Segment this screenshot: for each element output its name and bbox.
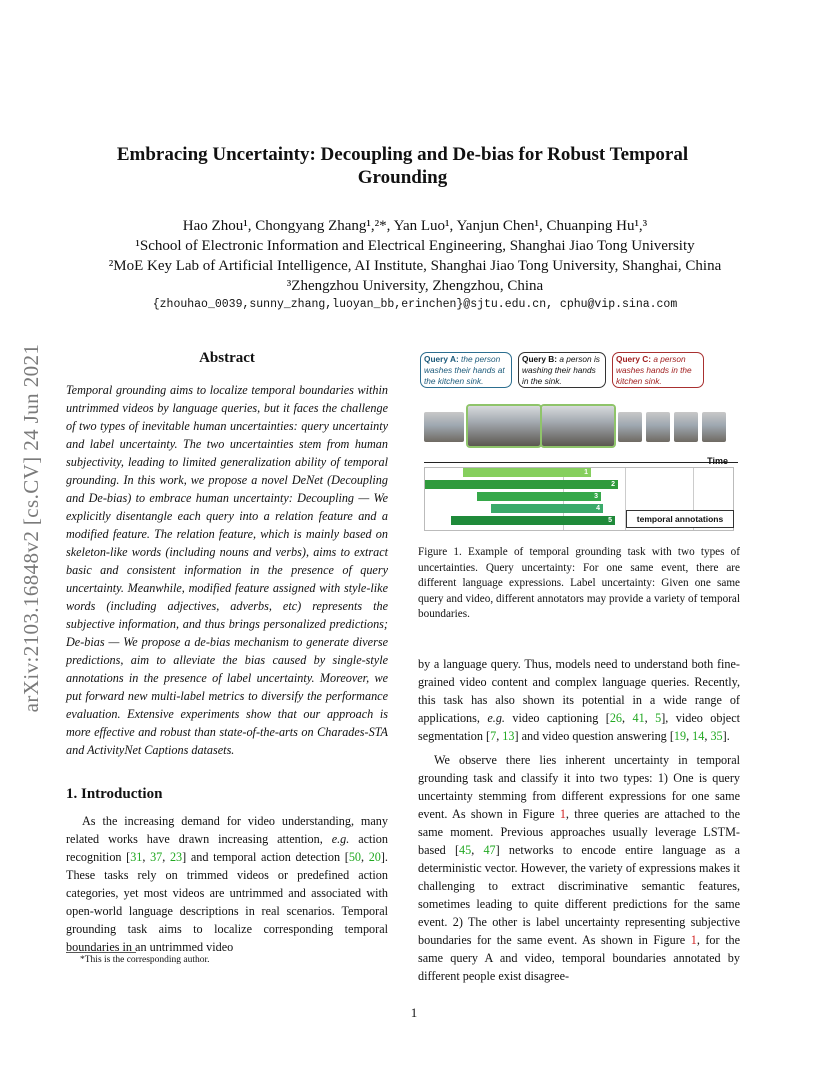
citation-link[interactable]: 7 [490,729,497,743]
citation-link[interactable]: 35 [710,729,723,743]
figure-ref-link[interactable]: 1 [690,933,697,947]
author-emails: {zhouhao_0039,sunny_zhang,luoyan_bb,erinchen}@sjtu.edu.cn, cphu@vip.sina.com [152,298,678,311]
right-column-body [418,655,740,985]
intro-eg: e.g. [331,832,350,846]
citation-link[interactable]: 14 [692,729,705,743]
video-frame-highlight [468,406,540,446]
query-a-bubble [420,352,512,388]
affiliation-3: ³Zhengzhou University, Zhengzhou, China [286,278,544,294]
arxiv-side-stamp: arXiv:2103.16848v2 [cs.CV] 24 Jun 2021 [19,343,43,713]
citation-link[interactable]: 13 [502,729,515,743]
citation-link[interactable]: 26 [609,711,622,725]
affiliation-2: ²MoE Key Lab of Artificial Intelligence, AI Institute, Shanghai Jiao Tong University, Shanghai, China [108,258,722,274]
query-c-text: a person washes hands in the kitchen sink. [616,354,692,386]
citation-link[interactable]: 31 [130,850,143,864]
author-names: Hao Zhou¹, Chongyang Zhang¹,²*, Yan Luo¹, Yanjun Chen¹, Chuanping Hu¹,³ [182,218,648,234]
time-axis [424,462,738,463]
figure-caption: Figure 1. Example of temporal grounding task with two types of uncertainties. Query uncertainty: For one same event, there are different language expressions. Label uncertainty: Given one same query and video, different annotators may provide a variety of temporal boundaries. [418,546,740,620]
paper-title [90,143,715,189]
intro-text: As the increasing demand for video understanding, many related works have drawn increasing attention, [66,814,388,846]
intro-paragraph: As the increasing demand for video understanding, many related works have drawn increasing attention, e.g. action recognition [31, 37, 23] and temporal action detection [50, 20]. These tasks rely on trimmed videos or predefined action categories, yet most videos are untrimmed and associated with open-world language descriptions in real scenarios. Temporal grounding task aims to localize corresponding temporal boundaries in an untrimmed video [66,814,388,954]
title-line-1: Embracing Uncertainty: Decoupling and De-bias for Robust Temporal [116,144,689,165]
citation-link[interactable]: 41 [632,711,645,725]
citation-link[interactable]: 45 [459,843,472,857]
col2-text: ], video object segmentation [ [418,711,741,743]
query-a-text: the person washes their hands at the kitchen sink. [424,354,505,386]
query-c-bubble [612,352,704,388]
intro-text: ]. These tasks rely on trimmed videos or predefined action categories, yet most videos are untrimmed and associated with open-world language descriptions in real scenarios. Temporal grounding task aims to localize corresponding temporal boundaries in an untrimmed video [66,850,388,954]
query-b-bubble [518,352,606,388]
citation-link[interactable]: 47 [483,843,496,857]
video-frame [702,412,726,442]
figure-1 [420,350,738,532]
video-frame [618,412,642,442]
col2-text: video captioning [ [504,711,610,725]
col2-text: by a language query. Thus, models need to understand both fine-grained video content and complex language queries. Recently, this task has also shown its potential in a wide range of applications, [418,657,740,725]
annotation-bar-1: 1 [463,468,591,477]
temporal-annotations-label: temporal annotations [626,510,734,528]
abstract-heading: Abstract [199,350,255,366]
annotation-bar-4: 4 [491,504,603,513]
col2-paragraph-2: We observe there lies inherent uncertainty in temporal grounding task and classify it into two types: 1) One is query uncertainty stemming from different expressions for one same event. As shown in Figure 1, three queries are attached to the same moment. Previous approaches usually leverage LSTM-based [45, 47] networks to encode entire language as a deterministic vector. However, the variety of expressions makes it challenging to extract discriminative semantic features, sometimes leading to quite different predictions for the same event. 2) The other is label uncertainty representing subjective boundaries for the same event. As shown in Figure 1, for the same query A and video, temporal boundaries annotated by different people exist disagree- [418,753,741,983]
citation-link[interactable]: 20 [368,850,381,864]
video-frame-strip [424,406,738,446]
author-block [60,216,770,296]
query-c-label: Query C: [616,354,652,364]
citation-link[interactable]: 23 [169,850,183,864]
intro-text: ] and temporal action detection [ [182,850,349,864]
query-b-label: Query B: [522,354,558,364]
video-frame [646,412,670,442]
figure-ref-link[interactable]: 1 [559,807,566,821]
annotation-bar-2: 2 [425,480,618,489]
col2-text: ] and video question answering [ [514,729,674,743]
citation-link[interactable]: 50 [348,850,361,864]
video-frame [438,412,464,442]
citation-link[interactable]: 37 [150,850,163,864]
citation-link[interactable]: 5 [655,711,662,725]
citation-link[interactable]: 19 [673,729,687,743]
annotation-bar-3: 3 [477,492,601,501]
query-b-text: a person is washing their hands in the sink. [522,354,600,386]
title-line-2: Grounding [357,167,448,188]
abstract-body: Temporal grounding aims to localize temporal boundaries within untrimmed videos by language queries, but it faces the challenge of two types of inevitable human uncertainties: query uncertainty and label uncertainty. The two uncertainties stem from human subjectivity, leading to limited generalization ability of temporal grounding. In this work, we propose a novel DeNet (Decoupling and De-bias) to embrace human uncertainty: Decoupling — We explicitly disentangle each query into a relation feature and a modified feature. The relation feature, which is mainly based on skeleton-like words (including nouns and verbs), aims to extract basic and consistent information in the presence of query uncertainty. Meanwhile, modified feature assigned with style-like words (including adjectives, adverbs, etc) represents the subjective information, and thus brings personalized predictions; De-bias — We propose a de-bias mechanism to generate diverse predictions, aim to alleviate the bias caused by single-style annotations in the presence of label uncertainty. Moreover, we put forward new multi-label metrics to diversify the performance evaluation. Extensive experiments show that our approach is more effective and robust than state-of-the-arts on Charades-STA and ActivityNet Captions datasets. [66,383,388,757]
page-number: 1 [410,1005,418,1020]
intro-text: action recognition [ [66,832,388,864]
annotation-bar-5: 5 [451,516,615,525]
col2-text: , for the same query A and video, temporal boundaries annotated by different people exist disagree- [418,933,740,983]
col2-paragraph-1: by a language query. Thus, models need to understand both fine-grained video content and complex language queries. Recently, this task has also shown its potential in a wide range of applications, e.g. video captioning [26, 41, 5], video object segmentation [7, 13] and video question answering [19, 14, 35]. [418,657,741,743]
query-a-label: Query A: [424,354,459,364]
video-frame [674,412,698,442]
col2-text: , three queries are attached to the same moment. Previous approaches usually leverage LSTM-based [ [418,807,740,857]
col2-text: We observe there lies inherent uncertainty in temporal grounding task and classify it into two types: 1) One is query uncertainty stemming from different expressions for one same event. As shown in Figure [418,753,740,821]
intro-heading: 1. Introduction [66,786,163,802]
col2-text: ]. [722,729,730,743]
col2-text: ] networks to encode entire language as a deterministic vector. However, the variety of expressions makes it challenging to extract discriminative semantic features, sometimes leading to quite different predictions for the same event. 2) The other is label uncertainty representing subjective boundaries for the same event. As shown in Figure [418,843,741,947]
affiliation-1: ¹School of Electronic Information and Electrical Engineering, Shanghai Jiao Tong University [135,238,695,254]
intro-body [66,812,388,956]
col2-eg: e.g. [487,711,505,725]
video-frame-highlight [542,406,614,446]
footnote: *This is the corresponding author. [80,955,210,965]
footnote-rule [66,952,136,953]
time-label: Time [707,456,728,466]
